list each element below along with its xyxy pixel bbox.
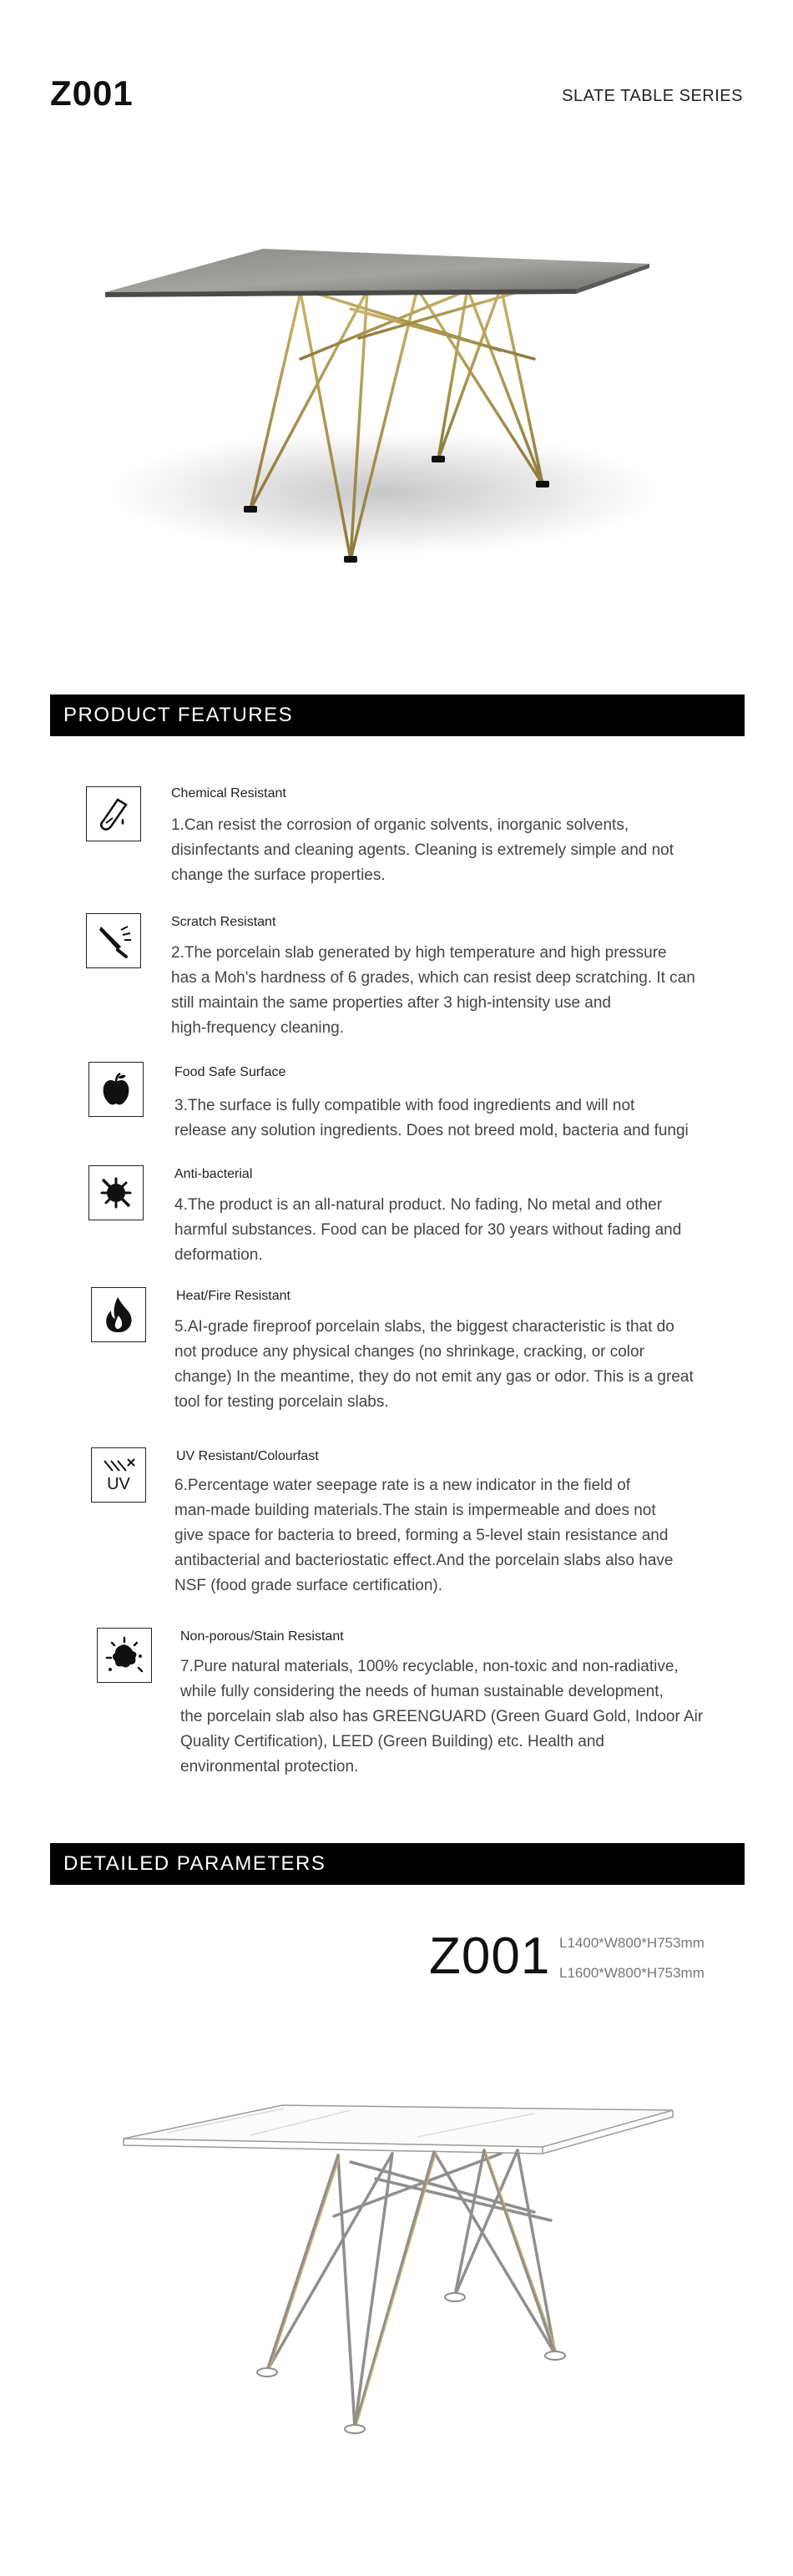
- uv-icon: [98, 1454, 139, 1496]
- feature-icon-box: [97, 1628, 152, 1683]
- feature-icon-box: [88, 1165, 144, 1220]
- dimension-spec: L1400*W800*H753mm: [559, 1935, 705, 1951]
- feature-description: 3.The surface is fully compatible with food ingredients and will not release any solution ingredients. Does not breed mold, bacteria and fungi: [174, 1097, 689, 1139]
- feature-title: Non-porous/Stain Resistant: [180, 1629, 344, 1644]
- series-title: SLATE TABLE SERIES: [562, 87, 743, 105]
- model-code: Z001: [50, 73, 134, 113]
- feature-icon-box: [91, 1287, 146, 1342]
- feature-icon-box: [88, 1062, 144, 1117]
- feature-title: Scratch Resistant: [171, 915, 276, 929]
- feature-title: Chemical Resistant: [171, 786, 286, 801]
- stain-splash-icon: [104, 1634, 145, 1676]
- section-bar-product-features: PRODUCT FEATURES: [50, 695, 745, 736]
- bacteria-icon: [95, 1172, 137, 1214]
- feature-icon-box: [86, 913, 141, 968]
- feature-description: 7.Pure natural materials, 100% recyclable, non-toxic and non-radiative, while fully considering the needs of human sustainable development, the porcelain slab also has GREENGUARD (Green Guard Gold, Indoor Air Quality Certification), LEED (Green Building) etc. Health and environmental protection.: [180, 1658, 704, 1775]
- svg-text:UV: UV: [107, 1475, 130, 1493]
- apple-icon: [95, 1068, 137, 1110]
- table-product-image: [0, 142, 793, 609]
- feature-title: Anti-bacterial: [174, 1167, 253, 1181]
- feature-icon-box: [86, 786, 141, 841]
- section-bar-detailed-parameters: DETAILED PARAMETERS: [50, 1843, 745, 1885]
- feature-title: Food Safe Surface: [174, 1065, 286, 1079]
- feature-description: 4.The product is an all-natural product. No fading, No metal and other harmful substances. Food can be placed for 30 years without fading and deformation.: [174, 1196, 682, 1264]
- scratch-knife-icon: [93, 920, 134, 962]
- parameter-model-code: Z001: [429, 1927, 551, 1985]
- feature-description: 1.Can resist the corrosion of organic solvents, inorganic solvents, disinfectants and cleaning agents. Cleaning is extremely simple and not change the surface properties.: [171, 816, 674, 884]
- feature-title: Heat/Fire Resistant: [176, 1289, 290, 1303]
- feature-description: 6.Percentage water seepage rate is a new indicator in the field of man-made building materials.The stain is impermeable and does not give space for bacteria to breed, forming a 5-level stain resistance and antibacterial and bacteriostatic effect.And the porcelain slabs also have NSF (food grade surface certification).: [174, 1477, 674, 1594]
- feature-title: UV Resistant/Colourfast: [176, 1449, 319, 1463]
- flame-icon: [98, 1294, 139, 1336]
- feature-description: 2.The porcelain slab generated by high temperature and high pressure has a Moh's hardness of 6 grades, which can resist deep scratching. It can still maintain the same properties after 3 high-intensity use and high-frequency cleaning.: [171, 944, 695, 1037]
- feature-icon-box: [91, 1447, 146, 1503]
- chemical-flask-icon: [93, 793, 134, 835]
- table-line-drawing: [0, 2028, 793, 2563]
- dimension-spec: L1600*W800*H753mm: [559, 1965, 705, 1981]
- feature-description: 5.AI-grade fireproof porcelain slabs, the biggest characteristic is that do not produce any physical changes (no shrinkage, cracking, or color change) In the meantime, they do not emit any gas or odor. This is a great tool for testing porcelain slabs.: [174, 1318, 694, 1411]
